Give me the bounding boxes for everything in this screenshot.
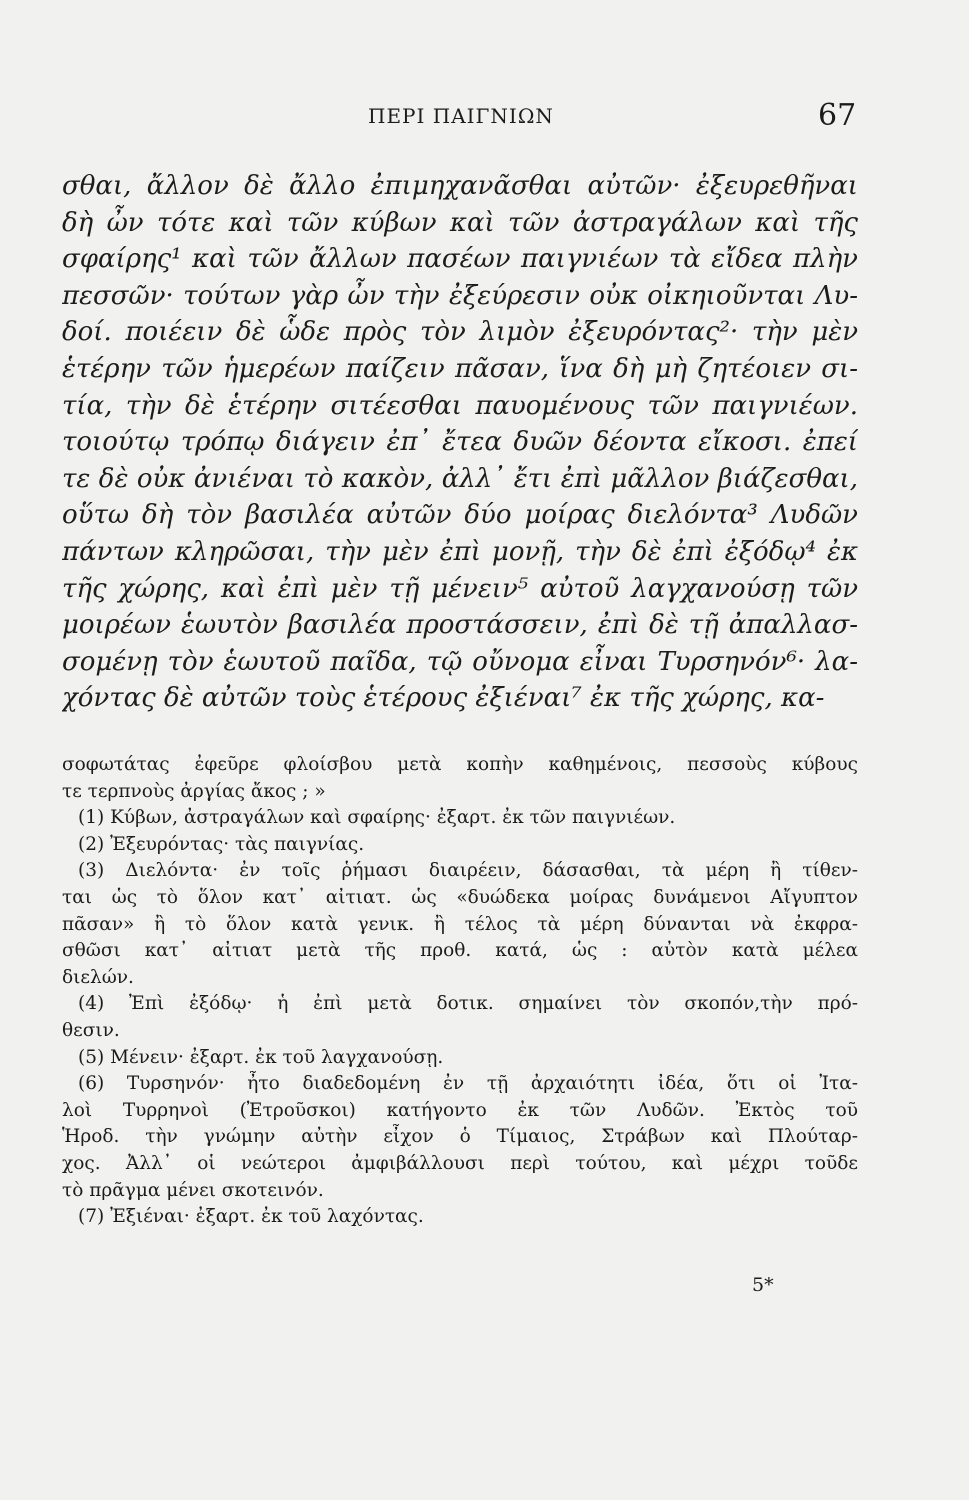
running-title: ΠΕΡΙ ΠΑΙΓΝΙΩΝ [368,104,554,128]
text-line: πεσσῶν· τούτων γὰρ ὦν τὴν ἐξεύρεσιν οὐκ οἰκηιοῦνται Λυ- [62,280,858,311]
text-line: σφαίρης¹ καὶ τῶν ἄλλων πασέων παιγνιέων τὰ εἴδεα πλὴν [62,244,858,275]
footnote-7: (7) Ἐξιέναι· ἐξαρτ. ἐκ τοῦ λαχόντας. [78,1206,424,1228]
text-line: ἑτέρην τῶν ἡμερέων παίζειν πᾶσαν, ἵνα δὴ μὴ ζητέοιεν σι- [62,353,858,384]
running-header [0,98,969,138]
text-line: χόντας δὲ αὐτῶν τοὺς ἑτέρους ἐξιέναι⁷ ἐκ τῆς χώρης, κα- [62,683,825,714]
footnotes [62,752,858,1231]
text-line: οὕτω δὴ τὸν βασιλέα αὐτῶν δύο μοίρας διελόντα³ Λυδῶν [62,500,858,531]
text-line: τῆς χώρης, καὶ ἐπὶ μὲν τῇ μένειν⁵ αὐτοῦ λαγχανούσῃ τῶν [62,573,858,604]
text-line: δὴ ὦν τότε καὶ τῶν κύβων καὶ τῶν ἀστραγάλων καὶ τῆς [62,207,858,238]
footnote-line: θεσιν. [62,1019,120,1041]
footnote-line: τε τερπνοὺς ἀργίας ἄκος ; » [62,780,326,802]
text-line: τοιούτῳ τρόπῳ διάγειν ἐπ᾽ ἔτεα δυῶν δέοντα εἴκοσι. ἐπεί [62,427,858,458]
text-line: σθαι, ἄλλον δὲ ἄλλο ἐπιμηχανᾶσθαι αὐτῶν· ἐξευρεθῆναι [62,171,858,201]
footnote-line: λοὶ Τυρρηνοὶ (Ἐτροῦσκοι) κατήγοντο ἐκ τῶν Λυδῶν. Ἐκτὸς τοῦ [62,1099,858,1121]
footnote-line: σοφωτάτας ἐφεῦρε φλοίσβου μετὰ κοπὴν καθημένοις, πεσσοὺς κύβους [62,754,858,775]
footnote-line: Ἡροδ. τὴν γνώμην αὐτὴν εἶχον ὁ Τίμαιος, Στράβων καὶ Πλούταρ- [62,1126,858,1148]
footnote-2: (2) Ἐξευρόντας· τὰς παιγνίας. [78,833,365,855]
text-line: μοιρέων ἑωυτὸν βασιλέα προστάσσειν, ἐπὶ δὲ τῇ ἀπαλλασ- [62,610,858,641]
footnote-line: ται ὡς τὸ ὅλον κατ᾽ αἰτιατ. ὡς «δυώδεκα μοίρας δυνάμενοι Αἴγυπτον [62,886,858,908]
footnote-line: σθῶσι κατ᾽ αἰτιατ μετὰ τῆς προθ. κατά, ὡς : αὐτὸν κατὰ μέλεα [62,940,858,962]
footnote-3: (3) Διελόντα· ἐν τοῖς ῥήμασι διαιρέειν, δάσασθαι, τὰ μέρη ἢ τίθεν- [78,860,858,882]
footnote-6: (6) Τυρσηνόν· ἦτο διαδεδομένη ἐν τῇ ἀρχαιότητι ἰδέα, ὅτι οἱ Ἰτα- [78,1073,858,1095]
footnote-1: (1) Κύβων, ἀστραγάλων καὶ σφαίρης· ἐξαρτ. ἐκ τῶν παιγνιέων. [78,807,676,829]
signature-mark: 5* [752,1274,774,1296]
footnote-line: χος. Ἀλλ᾽ οἱ νεώτεροι ἀμφιβάλλουσι περὶ τούτου, καὶ μέχρι τοῦδε [62,1152,858,1174]
footnote-4: (4) Ἐπὶ ἐξόδῳ· ἡ ἐπὶ μετὰ δοτικ. σημαίνει τὸν σκοπόν,τὴν πρό- [78,993,858,1015]
text-line: δοί. ποιέειν δὲ ὧδε πρὸς τὸν λιμὸν ἐξευρόντας²· τὴν μὲν [62,317,858,348]
footnote-line: τὸ πρᾶγμα μένει σκοτεινόν. [62,1179,324,1201]
text-line: τία, τὴν δὲ ἑτέρην σιτέεσθαι παυομένους τῶν παιγνιέων. [62,390,858,421]
footnote-5: (5) Μένειν· ἐξαρτ. ἐκ τοῦ λαγχανούσῃ. [78,1046,444,1068]
page-number: 67 [818,98,857,133]
text-line: σομένῃ τὸν ἑωυτοῦ παῖδα, τῷ οὔνομα εἶναι Τυρσηνόν⁶· λα- [62,646,858,677]
footnote-line: διελών. [62,966,134,988]
footnote-line: πᾶσαν» ἢ τὸ ὅλον κατὰ γενικ. ἢ τέλος τὰ μέρη δύνανται νὰ ἐκφρα- [62,913,858,935]
text-line: τε δὲ οὐκ ἀνιέναι τὸ κακὸν, ἀλλ᾽ ἔτι ἐπὶ μᾶλλον βιάζεσθαι, [62,463,858,494]
text-line: πάντων κληρῶσαι, τὴν μὲν ἐπὶ μονῇ, τὴν δὲ ἐπὶ ἐξόδῳ⁴ ἐκ [62,536,858,567]
main-text [62,168,858,717]
